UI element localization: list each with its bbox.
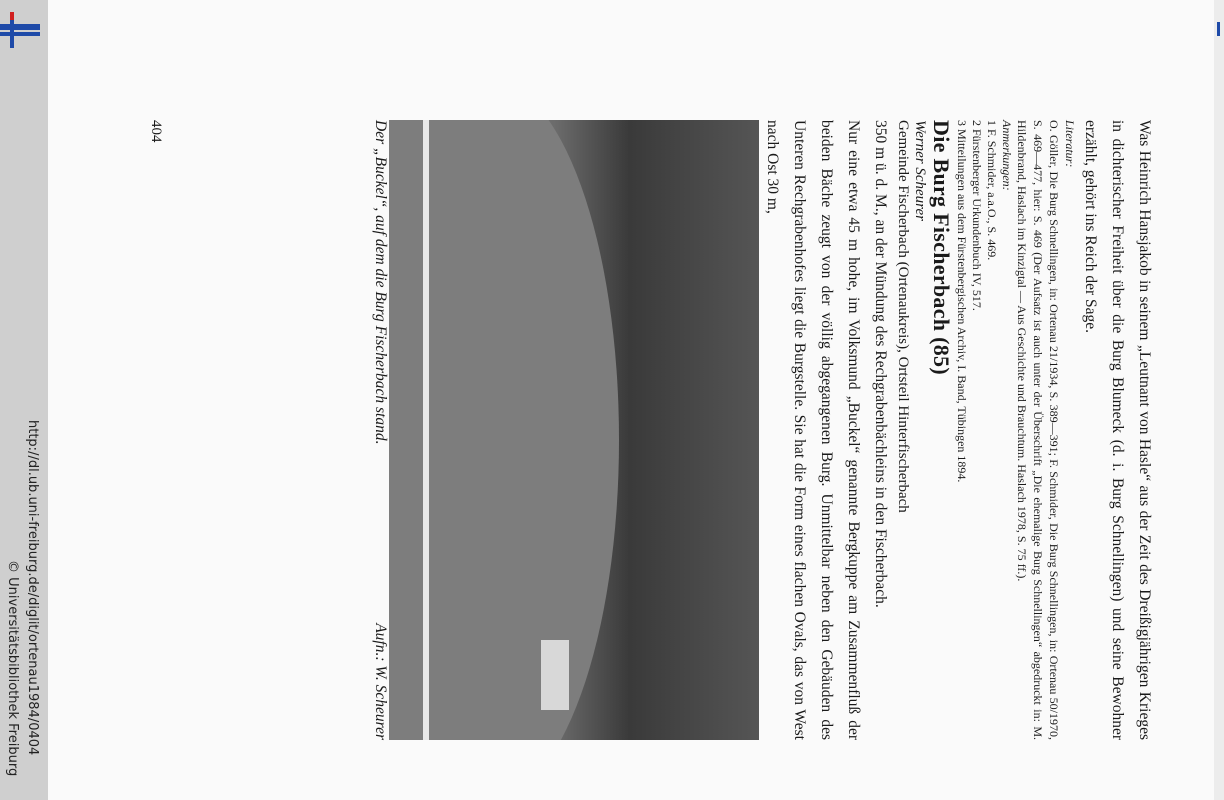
- left-sidebar: [0, 0, 48, 800]
- section-title: Die Burg Fischerbach (85): [929, 120, 954, 375]
- literatur-heading: Literatur:: [1063, 120, 1077, 168]
- literatur-text: O. Göller, Die Burg Schnellingen, in: Ortenau 21/1934, S. 389—391; F. Schmider, Die Burg Schnellingen, in: Ortenau 50/1970, S. 469—477, hier: S. 469 (Der Aufsatz ist auch unter der Überschrift „Die ehemalige Burg Schnellingen“ abgedruckt in: M. Hildenbrand, Haslach im Kinzigtal — Aus Geschichte und Brauchtum. Haslach 1978, S. 75 ff.).: [1015, 120, 1061, 740]
- watermark-copyright: © Universitätsbibliothek Freiburg: [5, 560, 20, 777]
- anmerkungen-heading: Anmerkungen:: [1000, 120, 1014, 191]
- landscape-photo: [389, 120, 759, 740]
- note-3: 3 Mitteilungen aus dem Fürstenbergischen Archiv, I. Band, Tübingen 1894.: [955, 120, 969, 483]
- intro-paragraph: Was Heinrich Hansjakob in seinem „Leutnant von Hasle“ aus der Zeit des Dreißigjährigen Krieges in dichterischer Freiheit über die Burg Blumeck (d. i. Burg Schnellingen) und seine Bewohner erzählt, gehört ins Reich der Sage.: [1082, 120, 1153, 740]
- right-marker-icon: [1217, 22, 1220, 36]
- caption-text: Der „Buckel“, auf dem die Burg Fischerbach stand.: [372, 120, 389, 445]
- note-1: 1 F. Schmider, a.a.O., S. 469.: [985, 120, 999, 261]
- page-content: [148, 120, 1158, 740]
- photo-road: [423, 120, 429, 740]
- body-paragraph: Nur eine etwa 45 m hohe, im Volksmund „Buckel“ genannte Bergkuppe am Zusammenfluß der beiden Bäche zeugt von der völlig abgegangenen Burg. Unmittelbar neben den Gebäuden des Unteren Rechgrabenhofes liegt die Burgstelle. Sie hat die Form eines flachen Ovals, das von West nach Ost 30 m,: [764, 120, 862, 740]
- author: Werner Scheurer: [912, 120, 928, 221]
- watermark: [0, 0, 48, 800]
- elevation-line: 350 m ü. d. M., an der Mündung des Rechgrabenbächleins in den Fischerbach.: [872, 120, 889, 608]
- photo-house: [541, 640, 569, 710]
- page-number: 404: [148, 120, 164, 143]
- right-edge: [1214, 0, 1224, 800]
- location: Gemeinde Fischerbach (Ortenaukreis), Ortsteil Hinterfischerbach: [895, 120, 911, 513]
- watermark-url[interactable]: http://dl.ub.uni-freiburg.de/diglit/ortenau1984/0404: [25, 420, 40, 756]
- note-2: 2 Fürstenberger Urkundenbuch IV, 517.: [970, 120, 984, 311]
- photo-caption: [371, 120, 389, 740]
- caption-credit: Aufn.: W. Scheurer: [372, 623, 389, 740]
- scanned-page: [48, 0, 1214, 800]
